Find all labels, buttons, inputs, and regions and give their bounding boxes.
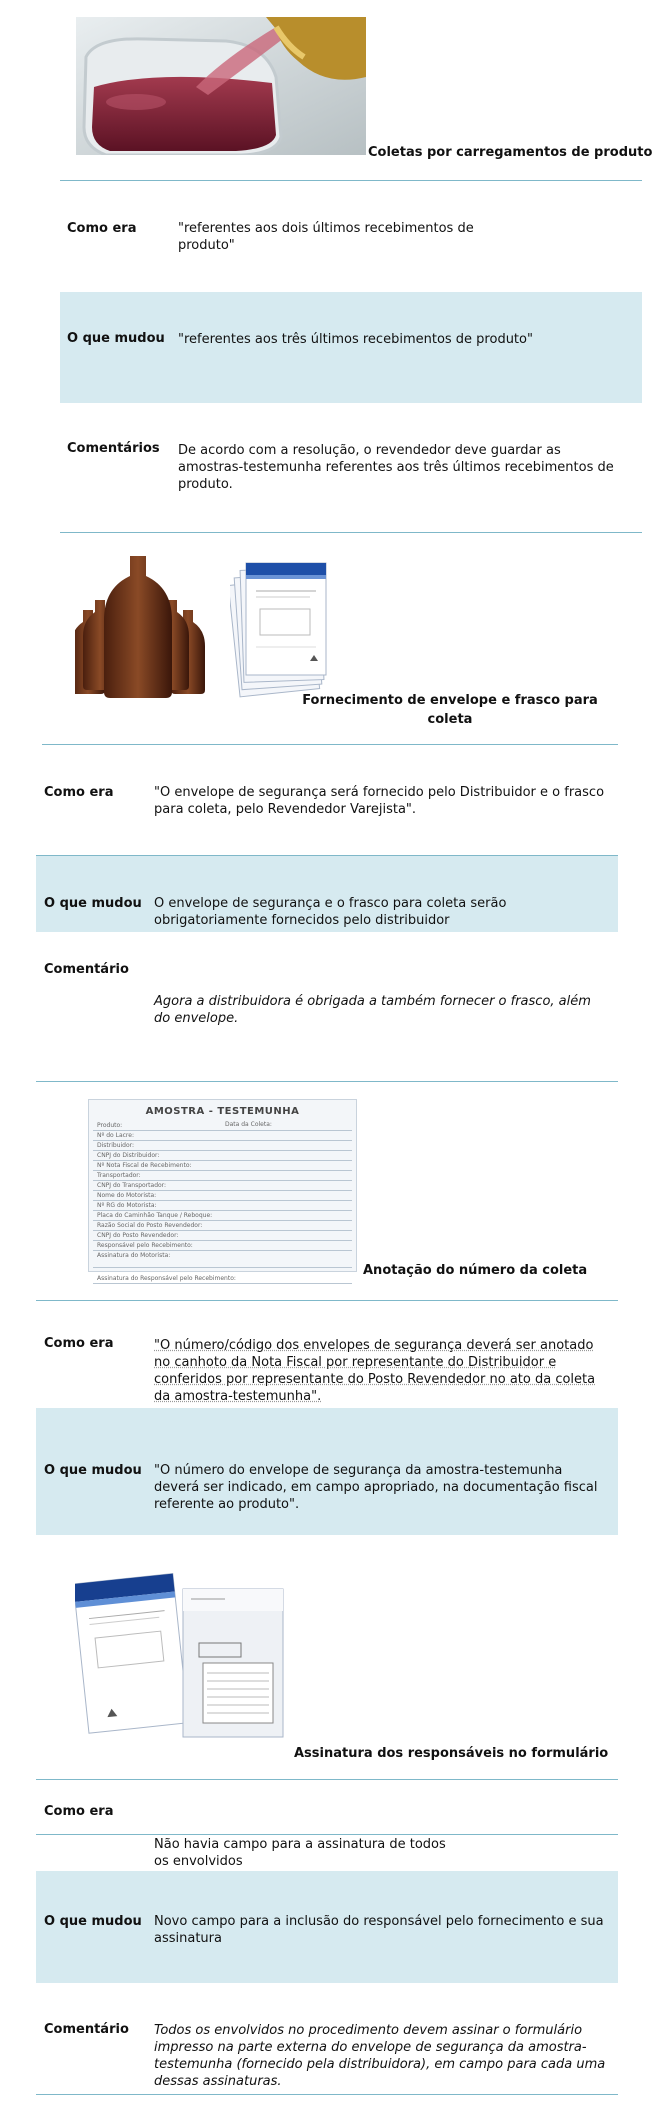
divider bbox=[36, 1779, 618, 1780]
row-label: O que mudou bbox=[44, 1463, 142, 1478]
section-title: Coletas por carregamentos de produto bbox=[368, 145, 653, 160]
row-text: "O número/código dos envelopes de segurança deverá ser anotado no canhoto da Nota Fiscal por representante do Distribuidor e conferidos por representante do Posto Revendedor no ato da coleta da amostra-testemunha". bbox=[154, 1338, 596, 1404]
divider bbox=[36, 1834, 618, 1835]
divider bbox=[60, 180, 642, 181]
row-label: O que mudou bbox=[44, 1914, 142, 1929]
form-field: CNPJ do Transportador: bbox=[93, 1181, 352, 1191]
row-label: Como era bbox=[67, 221, 137, 236]
row-label: Como era bbox=[44, 1804, 114, 1819]
row-label: O que mudou bbox=[67, 331, 165, 346]
row-label: Comentário bbox=[44, 962, 129, 977]
form-field: CNPJ do Distribuidor: bbox=[93, 1151, 352, 1161]
form-field: Assinatura do Motorista: bbox=[93, 1251, 352, 1268]
form-amostra-testemunha bbox=[88, 1099, 357, 1282]
section-title: Assinatura dos responsáveis no formulário bbox=[294, 1746, 609, 1761]
form-field: Assinatura do Responsável pelo Recebimento: bbox=[93, 1274, 352, 1284]
row-text: Novo campo para a inclusão do responsável pelo fornecimento e sua assinatura bbox=[154, 1914, 604, 1946]
divider bbox=[36, 1081, 618, 1082]
divider bbox=[36, 1300, 618, 1301]
form-field: CNPJ do Posto Revendedor: bbox=[93, 1231, 352, 1241]
row-label: O que mudou bbox=[44, 896, 142, 911]
form-field: Responsável pelo Recebimento: bbox=[93, 1241, 352, 1251]
form-field: Distribuidor: bbox=[93, 1141, 352, 1151]
row-text: "referentes aos três últimos recebimentos de produto" bbox=[178, 332, 533, 347]
row-text: De acordo com a resolução, o revendedor deve guardar as amostras-testemunha referentes aos três últimos recebimentos de produto. bbox=[178, 443, 614, 492]
form-field: Produto: bbox=[93, 1121, 352, 1131]
form-field: Nº do Lacre: bbox=[93, 1131, 352, 1141]
form-field: Razão Social do Posto Revendedor: bbox=[93, 1221, 352, 1231]
row-text: Agora a distribuidora é obrigada a também fornecer o frasco, além do envelope. bbox=[154, 994, 591, 1026]
row-text: "referentes aos dois últimos recebimentos de produto" bbox=[178, 221, 474, 253]
form-field: Data da Coleta: bbox=[225, 1121, 272, 1128]
photo-envelopes-pair bbox=[75, 1565, 287, 1740]
row-text: Não havia campo para a assinatura de todos os envolvidos bbox=[154, 1837, 446, 1869]
row-label: Como era bbox=[44, 785, 114, 800]
photo-amber-bottles bbox=[75, 552, 210, 700]
row-text: "O envelope de segurança será fornecido pelo Distribuidor e o frasco para coleta, pelo Revendedor Varejista". bbox=[154, 785, 605, 817]
form-field: Nº Nota Fiscal de Recebimento: bbox=[93, 1161, 352, 1171]
divider bbox=[36, 2094, 618, 2095]
row-text: Todos os envolvidos no procedimento devem assinar o formulário impresso na parte externa do envelope de segurança da amostra-testemunha (fornecido pela distribuidora), em campo para cada uma dessas assinaturas. bbox=[154, 2023, 606, 2089]
row-text: "O número do envelope de segurança da amostra-testemunha deverá ser indicado, em campo apropriado, na documentação fiscal referente ao produto". bbox=[154, 1463, 598, 1512]
row-text: O envelope de segurança e o frasco para coleta serão obrigatoriamente fornecidos pelo distribuidor bbox=[154, 896, 507, 928]
row-label: Comentário bbox=[44, 2022, 129, 2037]
section-title: Anotação do número da coleta bbox=[363, 1263, 588, 1278]
form-heading: AMOSTRA - TESTEMUNHA bbox=[145, 1106, 300, 1117]
form-field: Transportador: bbox=[93, 1171, 352, 1181]
section-title: Fornecimento de envelope e frasco para coleta bbox=[302, 693, 598, 727]
divider bbox=[60, 532, 642, 533]
form-field: Placa do Caminhão Tanque / Reboque: bbox=[93, 1211, 352, 1221]
photo-pouring-fuel bbox=[76, 17, 366, 155]
row-label: Como era bbox=[44, 1336, 114, 1351]
form-field: Nome do Motorista: bbox=[93, 1191, 352, 1201]
form-field: Nº RG do Motorista: bbox=[93, 1201, 352, 1211]
divider bbox=[42, 744, 618, 745]
photo-security-envelopes bbox=[230, 557, 330, 699]
row-label: Comentários bbox=[67, 441, 160, 456]
